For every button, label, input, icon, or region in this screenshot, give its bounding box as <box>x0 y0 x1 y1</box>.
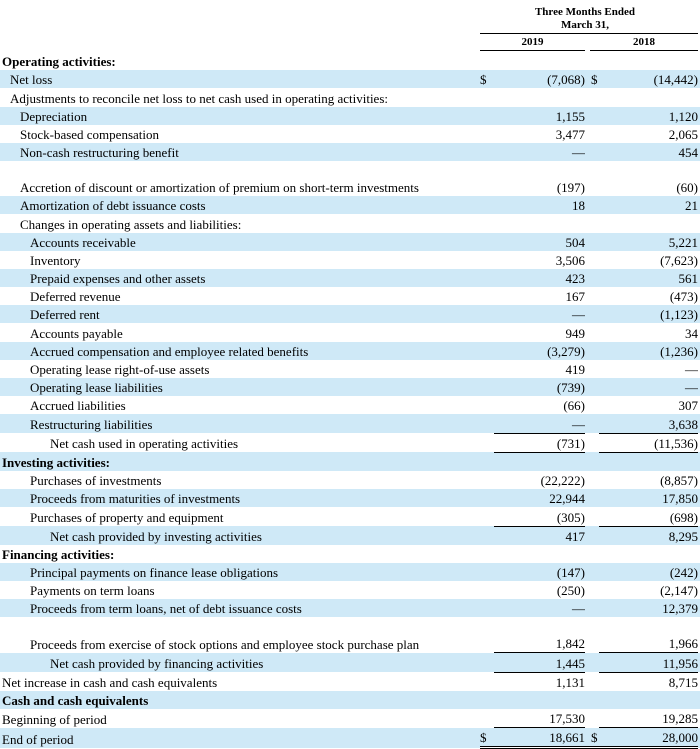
dollar-sign-2019 <box>480 452 494 471</box>
value-2019: (66) <box>563 398 585 414</box>
row-label: Accrued compensation and employee related benefits <box>0 342 480 360</box>
value-2019: 1,842 <box>494 617 585 653</box>
value-2019: 419 <box>565 362 585 377</box>
value-2018 <box>599 52 698 70</box>
value-2019 <box>494 88 585 106</box>
dollar-sign-2018 <box>585 125 599 143</box>
dollar-sign-2019 <box>480 196 494 214</box>
dollar-sign-2018 <box>585 305 599 323</box>
dollar-sign-2018 <box>585 599 599 617</box>
dollar-sign-2019 <box>480 599 494 617</box>
table-row <box>0 107 700 125</box>
table-row <box>0 214 700 232</box>
table-row <box>0 526 700 545</box>
value-2018: 307 <box>678 398 698 414</box>
row-label: Net cash used in operating activities <box>50 436 239 452</box>
table-row <box>0 323 700 341</box>
dollar-sign-2019 <box>480 323 494 341</box>
value-2018: 8,715 <box>668 674 698 690</box>
dollar-sign-2018 <box>585 653 599 672</box>
year-2019-header: 2019 <box>521 36 544 48</box>
value-2019: 18,661 <box>494 728 585 748</box>
value-2019: 504 <box>494 233 585 251</box>
table-row <box>0 728 700 748</box>
value-2019: 949 <box>565 325 585 341</box>
value-2019: (731) <box>494 433 585 452</box>
value-2018: 19,285 <box>599 709 698 728</box>
dollar-sign-2019 <box>480 563 494 581</box>
value-2018: (1,236) <box>599 342 698 360</box>
table-row <box>0 545 700 563</box>
dollar-sign-2018 <box>585 545 599 563</box>
dollar-sign-2018 <box>585 489 599 507</box>
row-label: Accounts payable <box>30 325 123 341</box>
value-2019 <box>494 545 585 563</box>
table-row <box>0 88 700 106</box>
dollar-sign-2019 <box>480 305 494 323</box>
dollar-sign-2019 <box>480 360 494 378</box>
value-2019: (22,222) <box>540 473 585 489</box>
table-row <box>0 269 700 287</box>
value-2018: 11,956 <box>599 653 698 672</box>
row-label: Changes in operating assets and liabilities: <box>20 216 242 232</box>
row-label: Non-cash restructuring benefit <box>0 143 480 161</box>
value-2019: (3,279) <box>494 342 585 360</box>
dollar-sign-2019 <box>480 581 494 599</box>
dollar-sign-2018 <box>585 251 599 269</box>
table-row <box>0 691 700 709</box>
dollar-sign-2018 <box>585 52 599 70</box>
value-2019: — <box>494 143 585 161</box>
table-row <box>0 581 700 599</box>
dollar-sign-2018 <box>585 452 599 471</box>
value-2019: — <box>494 414 585 433</box>
table-row <box>0 396 700 414</box>
value-2018: 8,295 <box>599 526 698 545</box>
value-2018: — <box>685 362 698 377</box>
table-row <box>0 489 700 507</box>
dollar-sign-2019 <box>480 617 494 653</box>
table-row <box>0 471 700 489</box>
value-2019: 1,131 <box>555 674 585 690</box>
row-label: Operating lease right-of-use assets <box>30 362 210 377</box>
dollar-sign-2018 <box>585 433 599 452</box>
value-2019: 167 <box>565 289 585 305</box>
row-label: Purchases of investments <box>30 473 162 489</box>
dollar-sign-2018 <box>585 526 599 545</box>
table-row <box>0 563 700 581</box>
period-header <box>470 6 700 32</box>
row-label: Net increase in cash and cash equivalents <box>2 674 218 690</box>
dollar-sign-2018 <box>585 414 599 433</box>
value-2019: 17,530 <box>494 709 585 728</box>
value-2019 <box>494 691 585 709</box>
value-2019: (147) <box>494 563 585 581</box>
row-label: Proceeds from term loans, net of debt issuance costs <box>0 599 480 617</box>
dollar-sign-2018 <box>585 563 599 581</box>
value-2018: (242) <box>599 563 698 581</box>
dollar-sign-2018 <box>585 581 599 599</box>
table-row <box>0 161 700 196</box>
row-label: Beginning of period <box>2 711 107 727</box>
dollar-sign-2019 <box>480 107 494 125</box>
value-2018: 12,379 <box>599 599 698 617</box>
table-row <box>0 125 700 143</box>
table-row <box>0 433 700 452</box>
value-2018: (1,123) <box>599 305 698 323</box>
dollar-sign-2019 <box>480 233 494 251</box>
row-label: Depreciation <box>0 107 480 125</box>
value-2018: 561 <box>599 269 698 287</box>
value-2019 <box>494 452 585 471</box>
value-2018: (698) <box>599 507 698 526</box>
dollar-sign-2018 <box>585 143 599 161</box>
value-2018: 454 <box>599 143 698 161</box>
value-2018: 21 <box>599 196 698 214</box>
table-row <box>0 251 700 269</box>
period-line-1: Three Months Ended <box>534 6 636 18</box>
dollar-sign-2019 <box>480 545 494 563</box>
dollar-sign-2019 <box>480 378 494 396</box>
value-2018: (8,857) <box>660 473 698 489</box>
row-label: Stock-based compensation <box>20 126 159 142</box>
dollar-sign-2019 <box>480 709 494 728</box>
period-line-2: March 31, <box>560 19 610 31</box>
value-2019 <box>494 52 585 70</box>
value-2019: 417 <box>494 526 585 545</box>
dollar-sign-2019 <box>480 507 494 526</box>
table-row <box>0 143 700 161</box>
row-label: Deferred revenue <box>30 289 121 305</box>
dollar-sign-2018 <box>585 709 599 728</box>
dollar-sign-2018 <box>585 287 599 305</box>
dollar-sign-2019 <box>480 672 494 691</box>
value-2019: (250) <box>556 583 585 599</box>
value-2018: 34 <box>685 325 698 341</box>
row-label: Financing activities: <box>2 546 115 562</box>
row-label: Purchases of property and equipment <box>30 510 224 525</box>
dollar-sign-2019 <box>480 526 494 545</box>
year-2019-rule <box>480 50 585 51</box>
value-2019: — <box>494 599 585 617</box>
row-label: Accounts receivable <box>0 233 480 251</box>
row-label: Prepaid expenses and other assets <box>0 269 480 287</box>
value-2018: 17,850 <box>599 489 698 507</box>
value-2019: (305) <box>494 507 585 526</box>
value-2018: 5,221 <box>599 233 698 251</box>
table-row <box>0 52 700 70</box>
dollar-sign-2018: $ <box>585 728 599 748</box>
row-label: Deferred rent <box>0 305 480 323</box>
dollar-sign-2018 <box>585 107 599 125</box>
dollar-sign-2019 <box>480 342 494 360</box>
table-row <box>0 342 700 360</box>
dollar-sign-2018 <box>585 617 599 653</box>
dollar-sign-2018 <box>585 88 599 106</box>
table-row <box>0 709 700 728</box>
value-2019: (7,068) <box>494 70 585 88</box>
row-label: Cash and cash equivalents <box>0 691 480 709</box>
dollar-sign-2019 <box>480 161 494 196</box>
table-row <box>0 414 700 433</box>
table-row <box>0 305 700 323</box>
dollar-sign-2018 <box>585 360 599 378</box>
dollar-sign-2018 <box>585 214 599 232</box>
table-row <box>0 672 700 691</box>
value-2018 <box>599 691 698 709</box>
table-row <box>0 196 700 214</box>
dollar-sign-2018 <box>585 196 599 214</box>
dollar-sign-2018 <box>585 342 599 360</box>
value-2018: — <box>599 378 698 396</box>
dollar-sign-2018 <box>585 691 599 709</box>
table-row <box>0 287 700 305</box>
row-label: End of period <box>0 728 480 748</box>
value-2019: — <box>494 305 585 323</box>
value-2019: 3,477 <box>555 126 585 142</box>
dollar-sign-2019 <box>480 471 494 489</box>
dollar-sign-2019 <box>480 251 494 269</box>
value-2019: (197) <box>556 180 585 196</box>
value-2018: (14,442) <box>599 70 698 88</box>
value-2018 <box>599 214 698 232</box>
row-label: Restructuring liabilities <box>0 414 480 433</box>
value-2019: 423 <box>494 269 585 287</box>
dollar-sign-2019 <box>480 433 494 452</box>
row-label: Proceeds from maturities of investments <box>0 489 480 507</box>
table-row <box>0 360 700 378</box>
table-row <box>0 599 700 617</box>
dollar-sign-2019 <box>480 52 494 70</box>
dollar-sign-2019 <box>480 287 494 305</box>
dollar-sign-2018 <box>585 161 599 196</box>
dollar-sign-2019 <box>480 414 494 433</box>
value-2018: (11,536) <box>599 433 698 452</box>
value-2018: 2,065 <box>668 126 698 142</box>
row-label: Investing activities: <box>0 452 480 471</box>
row-label: Payments on term loans <box>30 583 155 599</box>
dollar-sign-2018 <box>585 269 599 287</box>
row-label: Net cash provided by investing activities <box>0 526 480 545</box>
row-label: Accrued liabilities <box>30 398 126 414</box>
table-row <box>0 653 700 672</box>
dollar-sign-2019: $ <box>480 70 494 88</box>
row-label: Net cash provided by financing activities <box>0 653 480 672</box>
dollar-sign-2018 <box>585 507 599 526</box>
header-rule <box>480 33 698 34</box>
value-2019: 1,445 <box>494 653 585 672</box>
row-label: Inventory <box>30 252 81 268</box>
year-2018-rule <box>590 50 698 51</box>
dollar-sign-2019 <box>480 125 494 143</box>
row-label: Net loss <box>0 70 480 88</box>
table-row <box>0 378 700 396</box>
dollar-sign-2018 <box>585 233 599 251</box>
value-2018: (7,623) <box>660 252 698 268</box>
row-label: Operating activities: <box>2 54 116 70</box>
cash-flow-table <box>0 52 700 749</box>
dollar-sign-2019 <box>480 143 494 161</box>
value-2018: (2,147) <box>660 583 698 599</box>
dollar-sign-2019 <box>480 653 494 672</box>
dollar-sign-2019 <box>480 88 494 106</box>
dollar-sign-2019 <box>480 691 494 709</box>
row-label: Proceeds from exercise of stock options and employee stock purchase plan <box>30 636 420 652</box>
value-2019 <box>494 214 585 232</box>
row-label: Adjustments to reconcile net loss to net cash used in operating activities: <box>10 90 388 106</box>
value-2018: 1,966 <box>599 617 698 653</box>
value-2018 <box>599 452 698 471</box>
table-row <box>0 233 700 251</box>
row-label: Principal payments on finance lease obligations <box>0 563 480 581</box>
value-2019: 3,506 <box>555 252 585 268</box>
year-2018-header: 2018 <box>633 36 655 48</box>
table-row <box>0 70 700 88</box>
table-row <box>0 507 700 526</box>
dollar-sign-2019: $ <box>480 728 494 748</box>
value-2019: (739) <box>494 378 585 396</box>
value-2018 <box>599 545 698 563</box>
dollar-sign-2018 <box>585 396 599 414</box>
value-2018: (473) <box>669 289 698 305</box>
table-row <box>0 617 700 653</box>
dollar-sign-2019 <box>480 214 494 232</box>
value-2019: 22,944 <box>494 489 585 507</box>
dollar-sign-2018 <box>585 323 599 341</box>
value-2018: 1,120 <box>599 107 698 125</box>
value-2018: 28,000 <box>599 728 698 748</box>
value-2018: (60) <box>676 180 698 196</box>
row-label: Amortization of debt issuance costs <box>0 196 480 214</box>
table-row <box>0 452 700 471</box>
row-label: Operating lease liabilities <box>0 378 480 396</box>
dollar-sign-2019 <box>480 396 494 414</box>
dollar-sign-2018 <box>585 471 599 489</box>
value-2019: 1,155 <box>494 107 585 125</box>
dollar-sign-2018 <box>585 672 599 691</box>
value-2018: 3,638 <box>599 414 698 433</box>
row-label: Accretion of discount or amortization of premium on short-term investments <box>20 180 419 196</box>
dollar-sign-2019 <box>480 489 494 507</box>
value-2018 <box>599 88 698 106</box>
value-2019: 18 <box>494 196 585 214</box>
dollar-sign-2018: $ <box>585 70 599 88</box>
dollar-sign-2019 <box>480 269 494 287</box>
dollar-sign-2018 <box>585 378 599 396</box>
